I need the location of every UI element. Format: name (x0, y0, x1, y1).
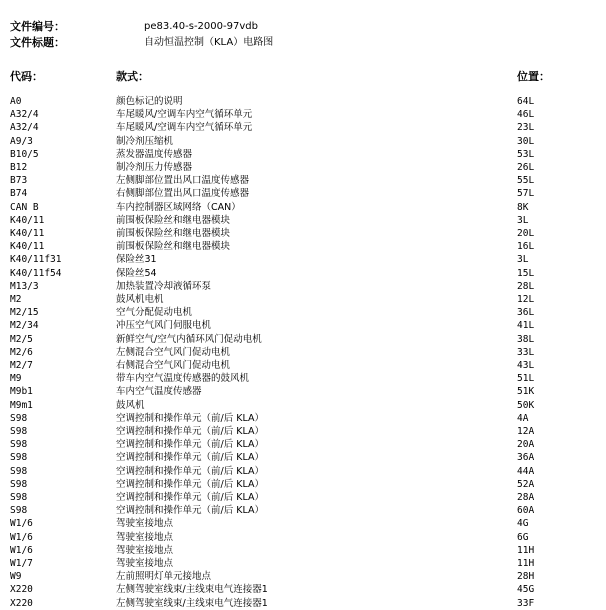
component-description: 鼓风机电机 (116, 294, 164, 305)
component-position: 52A (517, 478, 535, 490)
table-row (0, 570, 606, 583)
component-position: 64L (517, 96, 535, 107)
component-description: 颜色标记的说明 (116, 96, 183, 107)
component-description: 车尾暖风/空调车内空气循环单元 (116, 109, 253, 121)
table-row (0, 372, 606, 385)
component-code: S98 (10, 412, 28, 424)
table-row (0, 108, 606, 121)
component-code: CAN B (10, 201, 39, 213)
component-code: M2/6 (10, 346, 33, 358)
table-row (0, 451, 606, 464)
component-position: 36A (517, 452, 535, 464)
component-description: 空调控制和操作单元（前/后 KLA） (116, 505, 264, 517)
component-code: A9/3 (10, 135, 33, 147)
table-row (0, 240, 606, 253)
table-row (0, 597, 606, 610)
column-header-code: 代码： (10, 70, 43, 83)
doc-number-label: 文件编号： (10, 20, 65, 33)
component-description: 车内控制器区域网络（CAN） (116, 201, 241, 213)
table-row (0, 491, 606, 504)
component-description: 左侧脚部位置出风口温度传感器 (116, 175, 250, 187)
component-description: 车尾暖风/空调车内空气循环单元 (116, 122, 253, 134)
component-code: S98 (10, 478, 28, 490)
doc-title-label: 文件标题： (10, 36, 65, 49)
table-row (0, 135, 606, 148)
component-code: S98 (10, 465, 28, 477)
component-position: 55L (517, 175, 535, 187)
table-row (0, 531, 606, 544)
table-row (0, 306, 606, 319)
component-description: 空调控制和操作单元（前/后 KLA） (116, 439, 264, 451)
component-position: 50K (517, 399, 535, 411)
component-position: 46L (517, 109, 535, 121)
component-position: 53L (517, 148, 535, 160)
component-description: 新鲜空气/空气内循环风门促动电机 (116, 333, 262, 345)
component-position: 28L (517, 280, 535, 292)
component-code: K40/11 (10, 214, 45, 226)
component-position: 57L (517, 188, 535, 200)
component-code: B74 (10, 188, 28, 200)
doc-number-value: pe83.40-s-2000-97vdb (144, 21, 258, 32)
component-description: 驾驶室接地点 (116, 531, 174, 543)
component-position: 45G (517, 584, 535, 596)
component-position: 4G (517, 518, 529, 530)
component-position: 43L (517, 360, 535, 371)
component-code: M2 (10, 294, 22, 305)
component-description: 制冷剂压缩机 (116, 135, 174, 147)
component-description: 冲压空气风门伺服电机 (116, 320, 212, 332)
table-row (0, 544, 606, 557)
component-code: B73 (10, 175, 28, 187)
table-row (0, 504, 606, 517)
table-row (0, 280, 606, 293)
component-code: K40/11f54 (10, 267, 62, 279)
component-position: 51K (517, 386, 535, 398)
column-header-style: 款式： (116, 70, 149, 83)
table-row (0, 174, 606, 187)
component-description: 驾驶室接地点 (116, 518, 174, 530)
component-code: S98 (10, 439, 28, 451)
table-row (0, 95, 606, 108)
component-description: 左侧驾驶室线束/主线束电气连接器1 (116, 597, 268, 609)
component-position: 8K (517, 201, 529, 213)
table-row (0, 478, 606, 491)
component-position: 6G (517, 531, 529, 543)
table-row (0, 359, 606, 372)
component-position: 60A (517, 505, 535, 517)
table-row (0, 253, 606, 266)
component-position: 26L (517, 162, 535, 173)
component-position: 38L (517, 333, 535, 345)
component-description: 空调控制和操作单元（前/后 KLA） (116, 452, 264, 464)
component-description: 前围板保险丝和继电器模块 (116, 228, 231, 239)
component-code: X220 (10, 597, 33, 609)
component-code: M9 (10, 373, 22, 385)
component-code: S98 (10, 492, 28, 503)
component-code: A32/4 (10, 109, 39, 121)
component-code: W1/6 (10, 544, 33, 556)
component-position: 20L (517, 228, 535, 239)
component-code: W9 (10, 571, 22, 583)
component-position: 12L (517, 294, 535, 305)
component-description: 车内空气温度传感器 (116, 386, 202, 398)
column-header-position: 位置： (517, 70, 550, 83)
component-description: 保险丝31 (116, 254, 157, 266)
component-description: 空调控制和操作单元（前/后 KLA） (116, 426, 264, 437)
component-code: S98 (10, 452, 28, 464)
component-position: 33F (517, 597, 535, 609)
component-code: W1/6 (10, 531, 33, 543)
component-code: K40/11f31 (10, 254, 62, 266)
component-description: 左侧驾驶室线束/主线束电气连接器1 (116, 584, 268, 596)
component-position: 33L (517, 346, 535, 358)
component-position: 11H (517, 544, 535, 556)
component-position: 44A (517, 465, 535, 477)
table-row (0, 438, 606, 451)
component-code: K40/11 (10, 228, 45, 239)
table-row (0, 293, 606, 306)
component-description: 空调控制和操作单元（前/后 KLA） (116, 492, 264, 503)
component-description: 加热装置冷却液循环泵 (116, 280, 212, 292)
component-position: 51L (517, 373, 535, 385)
table-row (0, 385, 606, 398)
component-code: M2/34 (10, 320, 39, 332)
component-description: 空调控制和操作单元（前/后 KLA） (116, 465, 264, 477)
component-description: 前围板保险丝和继电器模块 (116, 241, 231, 253)
component-description: 保险丝54 (116, 267, 157, 279)
component-description: 空调控制和操作单元（前/后 KLA） (116, 478, 264, 490)
component-code: W1/6 (10, 518, 33, 530)
table-row (0, 412, 606, 425)
table-row (0, 161, 606, 174)
component-position: 28A (517, 492, 535, 503)
component-description: 制冷剂压力传感器 (116, 162, 193, 173)
component-description: 左侧混合空气风门促动电机 (116, 346, 231, 358)
component-description: 带车内空气温度传感器的鼓风机 (116, 373, 250, 385)
table-row (0, 517, 606, 530)
doc-title-value: 自动恒温控制（KLA）电路图 (144, 37, 274, 48)
component-position: 11H (517, 558, 535, 569)
component-position: 16L (517, 241, 535, 253)
component-position: 4A (517, 412, 529, 424)
table-row (0, 399, 606, 412)
component-description: 空调控制和操作单元（前/后 KLA） (116, 412, 264, 424)
component-position: 41L (517, 320, 535, 332)
table-row (0, 425, 606, 438)
component-code: M13/3 (10, 280, 39, 292)
table-row (0, 227, 606, 240)
component-description: 空气分配促动电机 (116, 307, 193, 319)
table-row (0, 346, 606, 359)
component-description: 鼓风机 (116, 399, 145, 411)
component-position: 20A (517, 439, 535, 451)
component-description: 前围板保险丝和继电器模块 (116, 214, 231, 226)
component-code: S98 (10, 505, 28, 517)
component-code: W1/7 (10, 558, 33, 569)
component-description: 右侧脚部位置出风口温度传感器 (116, 188, 250, 200)
table-row (0, 148, 606, 161)
component-description: 蒸发器温度传感器 (116, 148, 193, 160)
component-code: M2/5 (10, 333, 33, 345)
component-code: B12 (10, 162, 28, 173)
component-code: B10/5 (10, 148, 39, 160)
component-position: 3L (517, 254, 529, 266)
component-code: M9m1 (10, 399, 33, 411)
component-position: 3L (517, 214, 529, 226)
table-row (0, 557, 606, 570)
component-position: 15L (517, 267, 535, 279)
component-description: 驾驶室接地点 (116, 544, 174, 556)
component-description: 左前照明灯单元接地点 (116, 571, 212, 583)
table-row (0, 121, 606, 134)
component-position: 12A (517, 426, 535, 437)
component-code: A0 (10, 96, 22, 107)
component-position: 28H (517, 571, 535, 583)
component-code: K40/11 (10, 241, 45, 253)
component-description: 右侧混合空气风门促动电机 (116, 360, 231, 371)
table-row (0, 333, 606, 346)
component-code: A32/4 (10, 122, 39, 134)
table-row (0, 465, 606, 478)
component-position: 30L (517, 135, 535, 147)
table-row (0, 267, 606, 280)
component-position: 23L (517, 122, 535, 134)
component-code: M2/7 (10, 360, 33, 371)
table-row (0, 583, 606, 596)
component-code: X220 (10, 584, 33, 596)
table-row (0, 214, 606, 227)
table-row (0, 201, 606, 214)
table-row (0, 319, 606, 332)
component-code: S98 (10, 426, 28, 437)
table-row (0, 187, 606, 200)
component-code: M2/15 (10, 307, 39, 319)
component-code: M9b1 (10, 386, 33, 398)
component-description: 驾驶室接地点 (116, 558, 174, 569)
component-position: 36L (517, 307, 535, 319)
